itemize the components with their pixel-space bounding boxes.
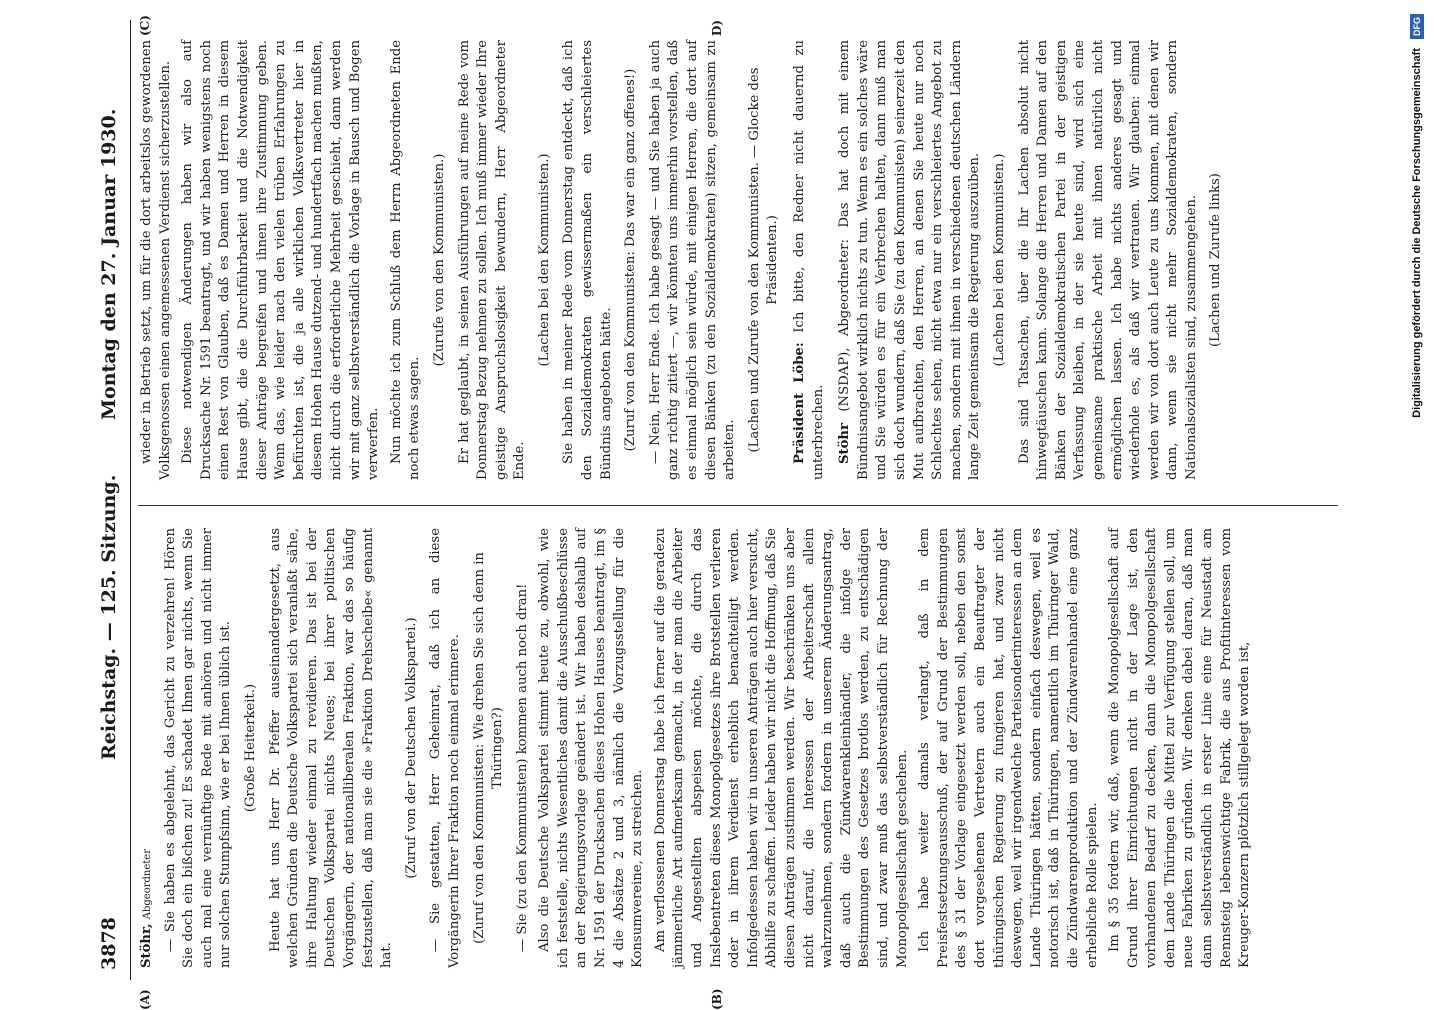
paragraph: Das sind Tatsachen, über die Ihr Lachen absolut nicht hinwegtäuschen kann. Solange die Herren und Damen auf den Bänken der Sozialdemokratischen Partei in der geistigen Verfassung bleiben, in der sie heute sind, wird sich eine gemeinsame praktische Arbeit mit ihnen natürlich nicht ermöglichen lassen. Ich habe nichts anderes gesagt und wiederhole es, als daß wir vertrauen. Wir glauben: einmal werden wir von dort auch Leute zu uns kommen, mit denen wir dann, wenn sie nicht mehr Sozialdemokraten, sondern Nationalsozialisten sind, zusammengehen. xyxy=(1016,40,1202,480)
interjection: (Lachen bei den Kommunisten.) xyxy=(536,40,555,480)
interjection: (Lachen und Zurufe von den Kommunisten. — Glocke des Präsidenten.) xyxy=(746,40,783,480)
speaker-name: Präsident Löbe: xyxy=(792,342,807,464)
interjection: (Zuruf von der Deutschen Volkspartei.) xyxy=(403,528,422,968)
interjection: (Zuruf von den Kommunisten: Das war ein ganz offenes!) xyxy=(622,40,641,480)
paragraph: Er hat geglaubt, in seinen Ausführungen auf meine Rede vom Donnerstag Bezug nehmen zu sollen. Ich muß immer wieder Ihre geistige Anspruchslosigkeit bewundern, Herr Abgeordneter Ende. xyxy=(456,40,530,480)
session-title: Reichstag. — 125. Sitzung. xyxy=(98,475,120,760)
margin-mark-c: (C) xyxy=(138,15,152,36)
dfg-logo: DFG xyxy=(1410,14,1424,39)
margin-mark-b: (B) xyxy=(710,989,724,1010)
paragraph: — Nein, Herr Ende. Ich habe gesagt — und Sie haben ja auch ganz richtig zitiert —, wir könnten uns immerhin vorstellen, daß es einmal möglich sein würde, mit einigen Herren, die dort auf diesen Bänken (zu den Sozialdemokraten) sitzen, gemeinsam zu arbeiten. xyxy=(647,40,740,480)
paragraph: Diese notwendigen Änderungen haben wir also auf Drucksache Nr. 1591 beantragt, und wir haben wenigstens noch einen Rest von Glauben, daß es Damen und Herren in diesem Hause gibt, die die Durchführbarkeit und die Notwendigkeit dieser Anträge begreifen und ihnen ihre Zustimmung geben. Wenn das, wie leider nach den vielen trüben Erfahrungen zu befürchten ist, die ja alle wirklichen Volksvertreter hier in diesem Hohen Hause dutzend- und hundertfach machen mußten, nicht durch die erforderliche Mehrheit geschieht, dann werden wir mit ganz selbstverständlich die Vorlage in Bausch und Bogen verwerfen. xyxy=(179,40,384,480)
paragraph: — Sie (zu den Kommunisten) kommen auch noch dran! xyxy=(514,528,533,968)
margin-mark-d: D) xyxy=(710,20,724,36)
left-column xyxy=(138,528,1398,968)
margin-mark-a: (A) xyxy=(138,989,152,1010)
paragraph: wieder in Betrieb setzt, um für die dort arbeitslos gewordenen Volksgenossen einen angemessenen Verdienst sicherzustellen. xyxy=(138,40,175,480)
paragraph: Ich habe weiter damals verlangt, daß in dem Preisfestsetzungsausschuß, der auf Grund der Bestimmungen des § 31 der Vorlage eingesetzt werden soll, neben den sonst dort vorgesehenen Vertretern auch ein Beauftragter der thüringischen Regierung zu fungieren hat, und zwar nicht deswegen, weil wir irgendwelche Parteisonderinteressen an dem Lande Thüringen hätten, sondern einfach deswegen, weil es notorisch ist, daß in Thüringen, namentlich im Thüringer Wald, die Zündwarenproduktion und der Zündwarenhandel eine ganz erhebliche Rolle spielen. xyxy=(916,528,1102,968)
session-date: Montag den 27. Januar 1930. xyxy=(98,109,120,420)
speech-text: Ich bitte, den Redner nicht dauernd zu unterbrechen. xyxy=(792,40,826,480)
paragraph: Also die Deutsche Volkspartei stimmt heute zu, obwohl, wie ich feststelle, nichts Wesentliches damit die Ausschußbeschlüsse an der Regierungsvorlage geändert ist. Wir haben deshalb auf Nr. 1591 der Drucksachen dieses Hohen Hauses beantragt, im § 4 die Absätze 2 und 3, nämlich die Vorzugsstellung für die Konsumvereine, zu streichen. xyxy=(536,528,648,968)
page-header xyxy=(90,20,131,980)
paragraph: — Sie haben es abgelehnt, das Gericht zu verzehren! Hören Sie doch ein bißchen zu! Es schadet Ihnen gar nichts, wenn Sie auch mal eine vernünftige Rede mit anhören und nicht immer nur solchen Stumpfsinn, wie er bei Ihnen üblich ist. xyxy=(162,528,236,968)
speaker-name: Stöhr, xyxy=(139,923,154,968)
interjection: (Große Heiterkeit.) xyxy=(242,528,261,968)
interjection: (Zuruf von den Kommunisten: Wie drehen Sie sich denn in Thüringen?) xyxy=(471,528,508,968)
funding-note xyxy=(1405,8,1429,992)
paragraph: Heute hat uns Herr Dr. Pfeffer auseinandergesetzt, aus welchen Gründen die Deutsche Volkspartei sich veranlaßt sähe, ihre Haltung wieder einmal zu revidieren. Das ist bei der Deutschen Volkspartei nichts Neues; bei ihrer politischen Vorgängerin, der nationalliberalen Fraktion, war das so häufig festzustellen, daß man sie die »Fraktion Drehscheibe« genannt hat. xyxy=(267,528,397,968)
speaker-line xyxy=(138,528,158,968)
paragraph: Am verflossenen Donnerstag habe ich ferner auf die geradezu jämmerliche Art aufmerksam gemacht, in der man die Arbeiter und Angestellten abspeisen möchte, die durch das Inslebentreten dieses Monopolgesetzes ihre Brotstellen verlieren oder in ihrem Verdienst erheblich benachteiligt werden. Infolgedessen haben wir in unseren Anträgen auch hier versucht, Abhilfe zu schaffen. Leider haben wir nicht die Hoffnung, daß Sie diesen Anträgen zustimmen werden. Wir beschränken uns aber nicht darauf, die Interessen der Arbeiterschaft allein wahrzunehmen, sondern fordern in unserem Änderungsantrag, daß auch die Zündwarenkleinhändler, die infolge der Bestimmungen des Gesetzes brotlos werden, zu entschädigen sind, und zwar muß das selbstverständlich für Rechnung der Monopolgesellschaft geschehen. xyxy=(652,528,912,968)
interjection: (Lachen bei den Kommunisten.) xyxy=(991,40,1010,480)
paragraph: Nun möchte ich zum Schluß dem Herrn Abgeordneten Ende noch etwas sagen. xyxy=(388,40,425,480)
speaker-name: Stöhr xyxy=(837,423,852,464)
page-number: 3878 xyxy=(98,917,120,970)
interjection: (Lachen und Zurufe links) xyxy=(1207,40,1226,480)
speech-paragraph xyxy=(836,40,985,480)
funding-text: Digitalisierung gefördert durch die Deutsche Forschungsgemeinschaft xyxy=(1411,48,1423,418)
speech-text: (NSDAP), Abgeordneter: Das hat doch mit einem Bündnisangebot wirklich nichts zu tun. Wenn es ein solches wäre und Sie würden es für ein Verbrechen halten, dann muß man sich doch wundern, daß Sie (zu den Kommunisten) seinerzeit den Mut aufbrachten, den Herren, an denen Sie heute nur noch Schlechtes sehen, nicht etwa nur ein verschleiertes Angebot zu machen, sondern mit ihnen in verschiedenen deutschen Ländern lange Zeit gemeinsam die Regierung auszuüben. xyxy=(837,40,982,480)
column-divider xyxy=(138,505,1338,506)
document-page xyxy=(90,20,1410,980)
paragraph: Sie haben in meiner Rede vom Donnerstag entdeckt, daß ich den Sozialdemokraten gewissermaßen ein verschleiertes Bündnis angeboten hätte. xyxy=(560,40,616,480)
paragraph: — Sie gestatten, Herr Geheimrat, daß ich an diese Vorgängerin Ihrer Fraktion noch einmal erinnere. xyxy=(427,528,464,968)
right-column xyxy=(138,40,1398,480)
paragraph: Im § 35 fordern wir, daß, wenn die Monopolgesellschaft auf Grund ihrer Einrichtungen nicht in der Lage ist, den vorhandenen Bedarf zu decken, dann die Monopolgesellschaft dem Lande Thüringen die Mittel zur Verfügung stellen soll, um neue Fabriken zu gründen. Wir denken dabei daran, daß man dann selbstverständlich in erster Linie eine für Neustadt am Rennsteig lebenswichtige Fabrik, die aus Profitinteressen vom Kreuger-Konzern plötzlich stillgelegt worden ist, xyxy=(1106,528,1255,968)
speaker-note: Abgeordneter xyxy=(142,849,153,919)
speech-paragraph xyxy=(791,40,828,480)
interjection: (Zurufe von den Kommunisten.) xyxy=(431,40,450,480)
